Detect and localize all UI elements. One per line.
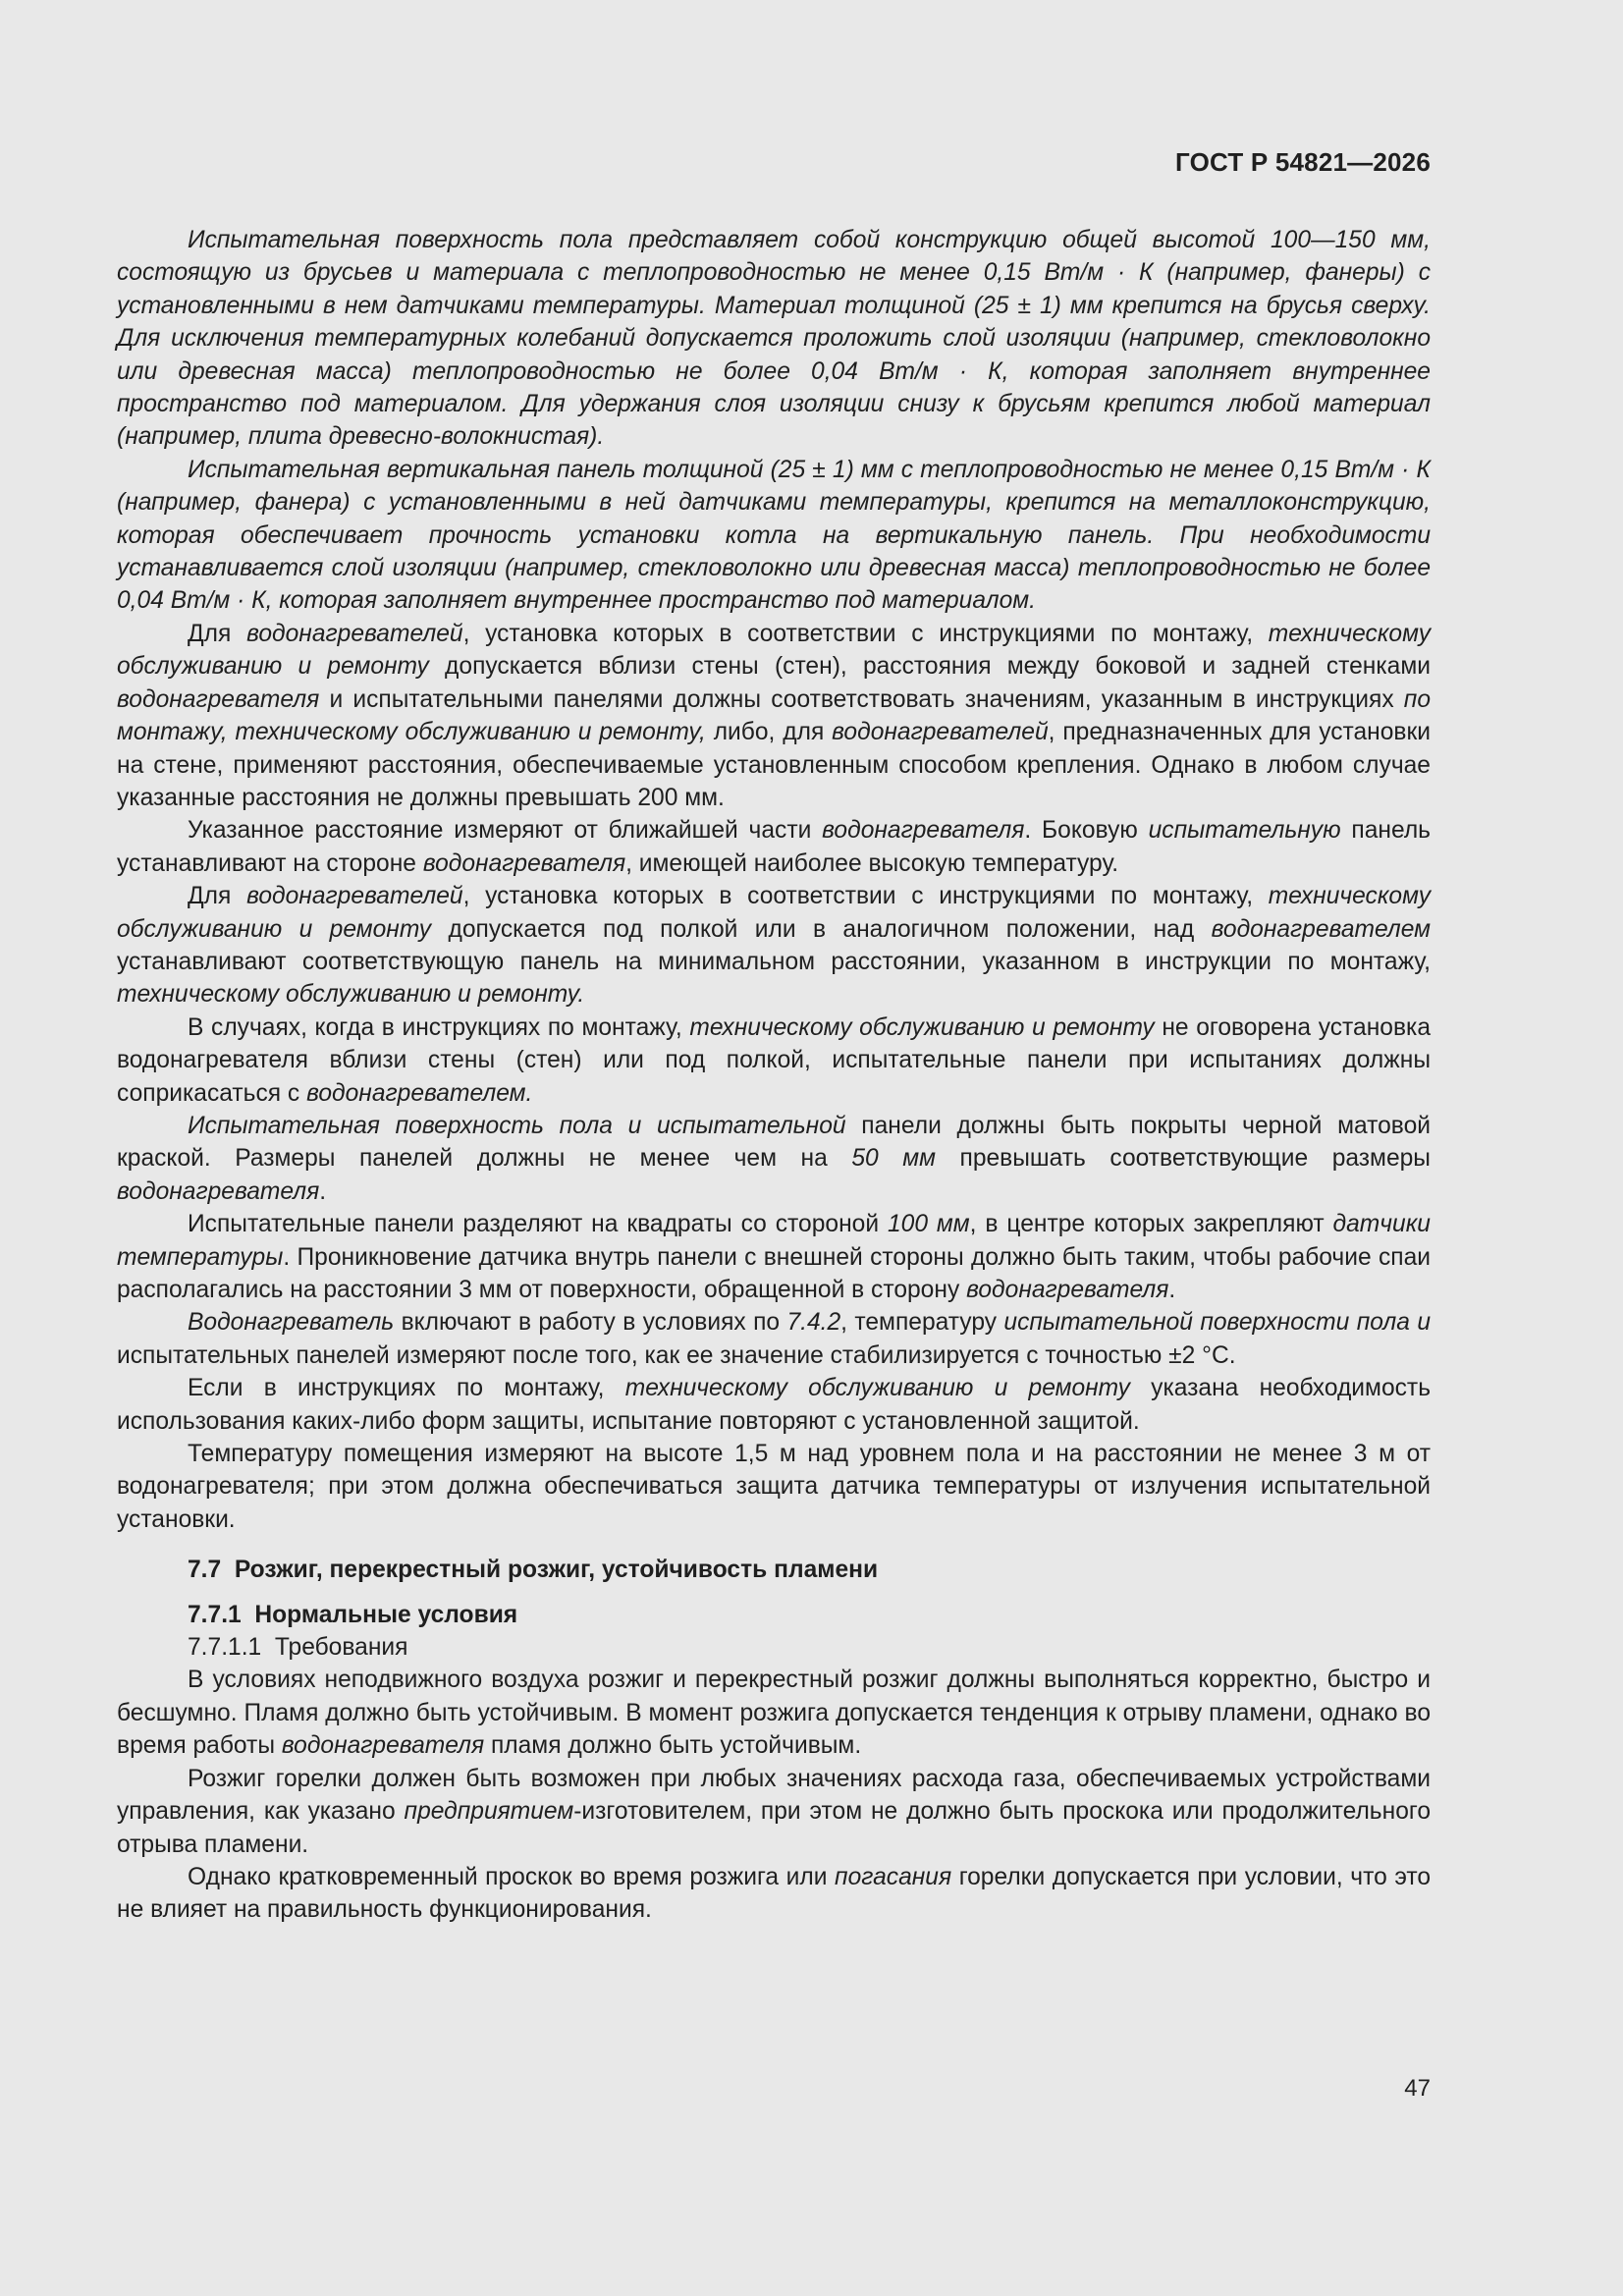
paragraph: Указанное расстояние измеряют от ближайшей части водонагревателя. Боковую испытательную панель устанавливают на стороне водонагревателя, имеющей наиболее высокую температуру. <box>117 817 1431 877</box>
document-code: ГОСТ Р 54821—2026 <box>1175 147 1431 177</box>
document-body <box>117 224 1431 1927</box>
paragraph: Водонагреватель включают в работу в условиях по 7.4.2, температуру испытательной поверхности пола и испытательных панелей измеряют после того, как ее значение стабилизируется с точностью ±2 °C. <box>117 1309 1431 1369</box>
paragraph: В условиях неподвижного воздуха розжиг и перекрестный розжиг должны выполняться корректно, быстро и бесшумно. Пламя должно быть устойчивым. В момент розжига допускается тенденция к отрыву пламени, однако во время работы водонагревателя пламя должно быть устойчивым. <box>117 1667 1431 1760</box>
page-number: 47 <box>1404 2075 1431 2102</box>
paragraph: Для водонагревателей, установка которых в соответствии с инструкциями по монтажу, техническому обслуживанию и ремонту допускается вблизи стены (стен), расстояния между боковой и задней стенками водонагревателя и испытательными панелями должны соответствовать значениям, указанным в инструкциях по монтажу, техническому обслуживанию и ремонту, либо, для водонагревателей, предназначенных для установки на стене, применяют расстояния, обеспечиваемые установленным способом крепления. Однако в любом случае указанные расстояния не должны превышать 200 мм. <box>117 620 1432 811</box>
paragraph: Испытательные панели разделяют на квадраты со стороной 100 мм, в центре которых закрепляют датчики температуры. Проникновение датчика внутрь панели с внешней стороны должно быть таким, чтобы рабочие спаи располагались на расстоянии 3 мм от поверхности, обращенной в сторону водонагревателя. <box>117 1211 1431 1303</box>
paragraph: Розжиг горелки должен быть возможен при любых значениях расхода газа, обеспечиваемых устройствами управления, как указано предприятием-изготовителем, при этом не должно быть проскока или продолжительного отрыва пламени. <box>117 1765 1431 1858</box>
paragraph: Если в инструкциях по монтажу, техническому обслуживанию и ремонту указана необходимость использования каких-либо форм защиты, испытание повторяют с установленной защитой. <box>117 1375 1432 1435</box>
paragraph: Температуру помещения измеряют на высоте 1,5 м над уровнем пола и на расстоянии не менее 3 м от водонагревателя; при этом должна обеспечиваться защита датчика температуры от излучения испытательной установки. <box>117 1441 1431 1533</box>
paragraph: Для водонагревателей, установка которых в соответствии с инструкциями по монтажу, техническому обслуживанию и ремонту допускается под полкой или в аналогичном положении, над водонагревателем устанавливают соответствующую панель на минимальном расстоянии, указанном в инструкции по монтажу, техническому обслуживанию и ремонту. <box>117 883 1431 1009</box>
paragraph: Испытательная поверхность пола представляет собой конструкцию общей высотой 100—150 мм, состоящую из брусьев и материала с теплопроводностью не менее 0,15 Вт/м · К (например, фанеры) с установленными в нем датчиками температуры. Материал толщиной (25 ± 1) мм крепится на брусья сверху. Для исключения температурных колебаний допускается проложить слой изоляции (например, стекловолокно или древесная масса) теплопроводностью не более 0,04 Вт/м · К, которая заполняет внутреннее пространство под материалом. Для удержания слоя изоляции снизу к брусьям крепится любой материал (например, плита древесно-волокнистая). <box>117 227 1431 451</box>
section-heading: 7.7 Розжиг, перекрестный розжиг, устойчивость пламени <box>188 1557 879 1584</box>
section-heading: 7.7.1 Нормальные условия <box>188 1601 518 1628</box>
paragraph: Однако кратковременный проскок во время розжига или погасания горелки допускается при условии, что это не влияет на правильность функционирования. <box>117 1863 1431 1924</box>
paragraph: В случаях, когда в инструкциях по монтажу, техническому обслуживанию и ремонту не оговорена установка водонагревателя вблизи стены (стен) или под полкой, испытательные панели при испытаниях должны соприкасаться с водонагревателем. <box>117 1013 1432 1107</box>
paragraph: Испытательная вертикальная панель толщиной (25 ± 1) мм с теплопроводностью не менее 0,15 Вт/м · К (например, фанера) с установленными в ней датчиками температуры, крепится на металлоконструкцию, которая обеспечивает прочность установки котла на вертикальную панель. При необходимости устанавливается слой изоляции (например, стекловолокно или древесная масса) теплопроводностью не более 0,04 Вт/м · К, которая заполняет внутреннее пространство под материалом. <box>117 456 1431 615</box>
section-heading: 7.7.1.1 Требования <box>188 1634 408 1662</box>
paragraph: Испытательная поверхность пола и испытательной панели должны быть покрыты черной матовой краской. Размеры панелей должны не менее чем на 50 мм превышать соответствующие размеры водонагревателя. <box>117 1112 1431 1205</box>
